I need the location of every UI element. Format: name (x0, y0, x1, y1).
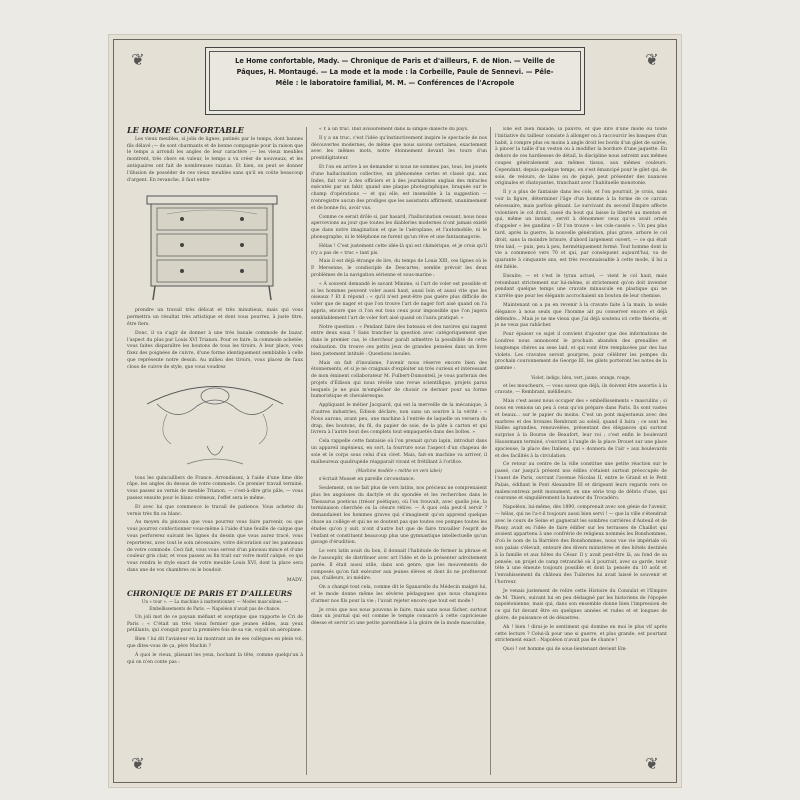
contents-header (205, 47, 585, 115)
paragraph: Comme ce serait drôle si, par hasard, l'hallucination cessant, nous nous apercevions au jour que toutes les diableries modernes n'ont jamais existé que dans notre imagination et que le l'aéroplane, et l'automobile, ni le phonographe, ni le téléphone ne furent qu'un rêve et une fantasmagorie. (311, 214, 487, 240)
header-line-3: Mêle : le laboratoire familial, M. M. — Conférences de l'Acropole (275, 79, 515, 87)
paragraph: et les moucheurs, — vous savez que déjà, ils doivent être assortis à la cravate, — Rembrant, mélilleurs. (495, 383, 667, 396)
column-3 (495, 127, 667, 777)
paragraph: Elle est bien malade, la pauvre, et que dire d'une mode où toute l'initiative du tailleur consiste à allonger ou à raccourcir les basques d'un habit, à rompre plus ou moins à angle droit les bords d'un gilet de soirée, à pincer la taille d'un veston ou à modifier la bordure d'une jaquette. En dehors de ces hardiesses de détail, la discipline nous astreint aux mêmes coupes généralement aux mêmes tissus, aux mêmes couleurs. Cependant, depuis quelque temps, on s'est émancipé pour le gilet qui, de soie, de velours, de laine ou de piqué, peut présenter des nuances originales et chatoyantes, tranchant avec l'habituelle monotonie. (495, 127, 667, 187)
newspaper-page (108, 34, 682, 788)
paragraph: Cela rappelle cette fantaisie où l'on prenait qu'un lapin, introduit dans un appareil ingénieux, en sort, la fourrure sous l'aspect d'un chapeau de soie et le corps sous celui d'un civet. Mais, fait-on machine va arriver, il malheureux quadrupède réapparait vivant et frétillant à l'orifice. (311, 439, 487, 465)
paragraph: Maintenant on a pu en revenir à la cravate faite à la main, la seule élégance à nous seuls que l'homme ait pu conserver encore et déjà défendre... Mais je ne me vieux que j'ai déjà soutenu ici cette théorie, et je ne veux pas rabâcher. (495, 302, 667, 329)
paragraph: Mais on fait d'inouïsme, l'avenir nous réserve encore bien des étonnements, et si je ne craignais d'exploiter un très curieux et intéressant de mon éminent collaborateur M. Fulbert-Dumonteil, je vous parlerais des projets d'Édison qui nous révèle une revue scientifique, projets parus lesquels je ne puis m'empêcher de choisir ce dernier pour sa forme humoristique et chevaleresque. (311, 360, 487, 400)
header-line-2: Pâques, H. Montaugé. — La mode et la mode : la Corbeille, Paule de Sennevi. — Pêle- (236, 68, 554, 76)
paragraph: tous les quincailliers de France. Arrondissez, à l'aide d'une lime dite râpe, les angles du dessus de votre commode. Ce premier travail terminé, vous passez au vernis de meuble Trianon, — c'est-à-dire gris pâle, — vous passez ensuite pour le blanc crémeux, l'effet sera le même. (127, 475, 303, 501)
author-signature: MADY. (286, 577, 303, 583)
paragraph: Et avec lui que commence le travail de patience. Vous achetez du vernis très fin ou blanc. (127, 504, 303, 517)
column-2 (311, 127, 487, 777)
paragraph: Hélas ! C'est justement cette idée-là qui est chimérique, et je crois qu'il n'y a pas de « truc » tant pis. (311, 243, 487, 256)
article-subtitle: Un « tour ». — La machine à inattentionner. — Modes masculines. — Embellissements de Paris. — Napoléon n'avait pas de chance. (141, 599, 289, 612)
paragraph: prendre un travail très délicat et très minutieux, mais qui vous permettra un résultat très artistique et dont vous pourrez, à juste titre, être fiers. (127, 308, 303, 327)
paragraph: Au moyen du pinceau que vous pourrez vous faire parvenir, ou que vous pourrez confectionner vous-même à l'aide d'une feuille de calque que vous perforerez suivant les lignes du dessin que vous aurez tracé, vous reporterez, avec tout le soin nécessaire, votre décoration sur les panneaux de votre commode. Ceci fait, vous vous servez d'un pinceau mince et d'une couleur gris clair, et vous passez au fin trait sur votre motif calqué, ce qui vous rendra le style exact de votre meuble Louis XVI, dont la place sera dans une de vos chambres ou le boudoir. (127, 520, 303, 573)
paragraph: « Y a un truc. Ibid avisoirement dans la simple dialecte du pays. (319, 127, 469, 132)
paragraph: Mais il est déjà étrange de lire, du temps de Louis XIII, ces lignes où le P. Mersenne, le condisciple de Descartes, semble prévoir les deux problèmes de la navigation sérienne et sous-marine : (311, 259, 487, 278)
corner-ornament-bottom-left: ❦ (131, 754, 145, 773)
paragraph: Appliquant le métier Jacquard, qui est la merveille de la mécanique, à d'autres industries, Édison déclare, non sans un sourire à la vérité : « Nous aurons, avant peu, une machine à l'entrée de laquelle on versera du drap, des boutons, du fil, du papier de soie, de la pâte à carton et qui livrera à l'autre bout des complets tout empaquetés dans des boîtes. » (311, 403, 487, 436)
corner-ornament-top-left: ❦ (131, 50, 145, 69)
article-title-home: LE HOME CONFORTABLE (127, 127, 244, 135)
corner-ornament-top-right: ❦ (645, 50, 659, 69)
paragraph: Je venais justement de relire cette Histoire du Consulat et l'Empire de M. Thiers, suivant lui en peu dédaigné par les historiens de l'épopée napoléonienne, mais qui, dans son ensemble donne bien l'impression de ce qui fut devant être en quelques années et rudes et et longues de gloire, de puissance et de désastres. (495, 588, 667, 621)
column-divider (306, 127, 307, 775)
paragraph: On a changé tout cela, comme dit le Sganarelle du Médecin malgré lui, et le mode donne même les sévères pédagogues que nous changions d'armer nos fils pour la vie ; l'avait rejeter encore que tout est mode ! (311, 585, 487, 604)
paragraph: Ensuite, — et c'est le tyran actuel, — vient le col haut, mais retombant strictement sur lui-même, si strictement qu'on doit inventer pendant quelque temps une cravate minuscule en plastique qui ne s'arrête que pour les élégants accrochaient un bouton de leur chemise. (495, 273, 667, 300)
paragraph: Mais c'est assez nous occuper des « embellissements » masculins ; si nous en venions un peu à ceux qu'on prépare dans Paris. Ils sont vastes et beaux... sur le papier du moins. C'est un pont majestueux avec des marbres et des bronzes Rembrant au soleil, quand il luira ; ce sont les Halles agrandies, renouvelées, présentant des élégances qui surtout surprise à la Bourse de Beaufort, leur roi ; c'est enfin le boulevard Haussmann terminé, s'ouvrant à l'angle de la place Drouet sur une place spacieuse, la place des Italiens, qui « donnera de l'air » aux boulevards et des facilités à la circulation. (495, 399, 667, 459)
header-line-1: Le Home confortable, Mady. — Chronique de Paris et d'ailleurs, F. de Nion. — Veille de (235, 57, 555, 65)
column-1 (127, 127, 303, 777)
color-list: Violet, indigo, bleu, vert, jaune, orange, rouge, (531, 374, 631, 380)
paragraph: « À souvent demandé le savant Minime, si l'art de voler est possible et si les hommes peuvent voler aussi haut, aussi loin et aussi vite que les oiseaux ? Et il répond : « qu'il n'est peut-être pas guère plus difficile de voler que de nager et que l'on trouve l'art de nager fort aisé quand on l'a appris, encore que ci l'on eut tous ceux pour impossible que l'on jugera semblablement l'art de voler fort aisé quand on l'aura pratiqué. » (311, 281, 487, 321)
paragraph: Il y a un truc, c'est l'idée qu'instinctivement inspire le spectacle de nos découvertes modernes, de même que nous savons certaines, exactement avec les mêmes mots, notre étonnement devant les tours d'un prestidigitateur. (311, 135, 487, 162)
paragraph: Napoléon, lui-même, dès 1890, comprenait avec son génie de l'avenir, — hélas, qui ne l'a-t-il toujours aussi bien servi ! — que la ville s'étendrait avec le cours de Seine et gagnerait les sombres carrières d'Auteuil et de Passy, avait eu l'idée de faire édifier sur les terrasses de Chaillot qui avaient appartenu à une confrérie de religieux nommés les Bonshommes, d'où le nom de la Barrière des Bonshommes, nous vue vie impériale où son palais s'élevait, entouré des divers ministères et des hôtels destinés à la famille et aux hôtes du César. Il y avait peut-être là, au fond de sa pensée, un projet de camp retranché où il pourrait, avec sa garde, tenir tête à une émeute toujours possible et dont la pensée du 10 août et l'envahissement du château des Tuileries lui avait laissé le souvenir et l'horreur. (495, 505, 667, 585)
article-title-chronique: CHRONIQUE DE PARIS ET D'AILLEURS (127, 588, 293, 598)
quoted-line: (Machine modèle « méthe en vers labei) (356, 468, 442, 474)
paragraph: Il y a plus de fantaisie dans les cols, et l'on pourrait, je crois, sans voir la figure, déterminer l'âge d'un homme à la forme de ce carcan nécessaire, mais parfois gênant. Le survivant du second Empire affecte volontiers le col droit, cassé du bout qui laisse la liberté au menton et qui, même un instant, servit à dénommer ceux qu'on avait ornés d'appeler « les gandins » Et l'on trouve « les cols-cassés ». Un peu plus tard, après la guerre, la nouvelle génération, plus grave, arbore le col droit, sans la moindre brisure, d'abord largement ouvert, — ce qui était très laid, — puis, peu à peu, hermétiquement fermé. Tout homme dont la vie a commencé vers 70 et qui, par conséquent aujourd'hui, va de quarante à cinquante ans, est très reconnaissable à cette mode, il lui a été fidèle. (495, 190, 667, 270)
paragraph: Un joli mot de ce paysan méfiant et sceptique que rapporte le Cri de Paris : « C'était un très vieux fermier que jeunes édiles, aux yeux pétillants, qui s'enquit pour la première fois de sa vie, voyait un aéroplane. (127, 614, 303, 634)
paragraph: Pour épuiser ce sujet il convient d'ajouter que des informations de Londres nous annoncent le prochain abandon des grenailles et longtemps chères au sexe laid, et qui vont être remplacées par des bas violets. Les cravates seront pourpres, pour célébrer les pompes du prochain couronnement de George III, les gilets porteront les notes de la gamme : (495, 332, 667, 372)
paragraph: Le vers latin avait du bon, il donnait l'habitude de fermer la phrase et de l'assouplir, de distribuer avec art l'idée et de la présenter adroitement parée. Il était aussi utile, dans son genre, que les mouvements de composés qu'on fait exécuter aux jeunes élèves et dont ils ne profiteront pas, d'ailleurs, ici médire. (311, 549, 487, 582)
paragraph: Les vieux meubles, si jolis de lignes, patinés par le temps, dont bannes fils délavé ;— de sont charmants et de bonne compagnie pour la raison que le temps a arrondi les angles de leur caractère ;— les vieux meubles montrent, très chers en valeur, le temps a vu créer de nouveaux, et les antiquaires ont fait de nombreuses razzias. Et bien, on peut se donner l'illusion de posséder de ces vieux meubles sans qu'il en coûte beaucoup d'argent. En revanche, il faut entre- (127, 136, 303, 183)
column-divider (490, 127, 491, 775)
paragraph: Quoi ! cet homme qui de sous-lieutenant devient Em- (503, 647, 627, 653)
paragraph: Je crois que nos nous pouvons le faire, mais sans nous fâcher, surtout dans un journal qui est comme le temple consacré à cette capricieuse déesse et servir ici une petite parenthèse à la gloire de la mode masculine, (311, 607, 487, 627)
paragraph: Seulement, on ne fait plus de vers latins, nos précieux ne comprenaient plus les angoisses du dactyle et du spondée et les recherches dans le Thesaurus poeticus (trésor poétique), où l'on trouvait, avec quelle joie, la terminaison cherchée ou la césure rétive. — À quoi cela peut-il servir ? demandaient les hommes graves qui s'imaginent qu'on apprend quelque chose au collège et qui ne se doutent pas que toutes ces pompes toutes les études qu'on y suit, n'ont d'autre but que de faire travailler l'esprit de l'enfant et constituent beaucoup plus une gymnastique intellectuelle qu'un gavage d'érudition. (311, 486, 487, 546)
paragraph: Bien ! lui dit l'aviateur en lui montrant un de ses collègues en plein vol, que dites-vous de ça, père Machin ? (127, 637, 303, 650)
paragraph: Ce retour au centre de la ville constitue une petite réaction sur le passé, car jusqu'à présent nos édiles s'étaient surtout préoccupés de l'ouest de Paris, ouvrant l'avenue Nicolas II, entre le Grand et le Petit Palais, édifiant le Pont Alexandre III et dirigeant leurs regards vers ce malencontreux petit monument, en une série trop de débris d'une, qui couronne et singulièrement la hauteur du Trocadéro. (495, 462, 667, 502)
corner-ornament-bottom-right: ❦ (645, 754, 659, 773)
commode-illustration (127, 186, 303, 306)
ornament-drawing (127, 374, 303, 474)
paragraph: s'écriait Musset en pareille circonstance. (319, 477, 415, 483)
paragraph: À quoi le vieux, plissant les yeux, hochant la tête, comme quelqu'un à qui on n'en conte pas : (127, 652, 303, 665)
paragraph: Donc, il va s'agir de donner à une très banale commode de bazar, l'aspect du plus pur Louis XVI Trianon. Pour ce faire, la commode achetée, vous faites disparaître les boutons de tous les tiroirs. À leur place, vous fixez des poignées de cuivre, d'une forme identiquement semblable à celle que représente notre dessin. Au milieu des tiroirs, vous placez de faux clous de cuivre de style, que vous voudrez (127, 330, 303, 370)
paragraph: Ah ! bien ! dirai-je le sentiment qui domine en moi le plus vif après cette lecture ? Celui-là pour une si guerre, et plus grande, est pourtant strictement exact : Napoléon n'avait pas de chance ! (495, 624, 667, 644)
paragraph: Et l'on en arrive à se demander si nous ne sommes pas, tous, les jouets d'une hallucination collective, un phénomène certes et classé qui, aux Indes, fait voir à des officiers et à des journalistes anglais des miracles exécutés par un fakir, quand une plaque photographique, braquée sur le champ d'opérations — et qui elle, est insensible à la suggestion — n'enregistre aucun des prodiges que les assistants affirment, unanimement et de bonne foi, avoir vus. (311, 164, 487, 211)
paragraph: Notre question : « Pendant faire des bateaux et des navires qui nagent entre deux eaux ? Sans trancher la question avec catégoriquement que dans le premier cas, le chercheur paraît admettre la possibilité de cette réalisation. On trouve ces petits jeux de grandes pensées dans un livre bien justement intitulé : Questions inouïes. (311, 324, 487, 357)
